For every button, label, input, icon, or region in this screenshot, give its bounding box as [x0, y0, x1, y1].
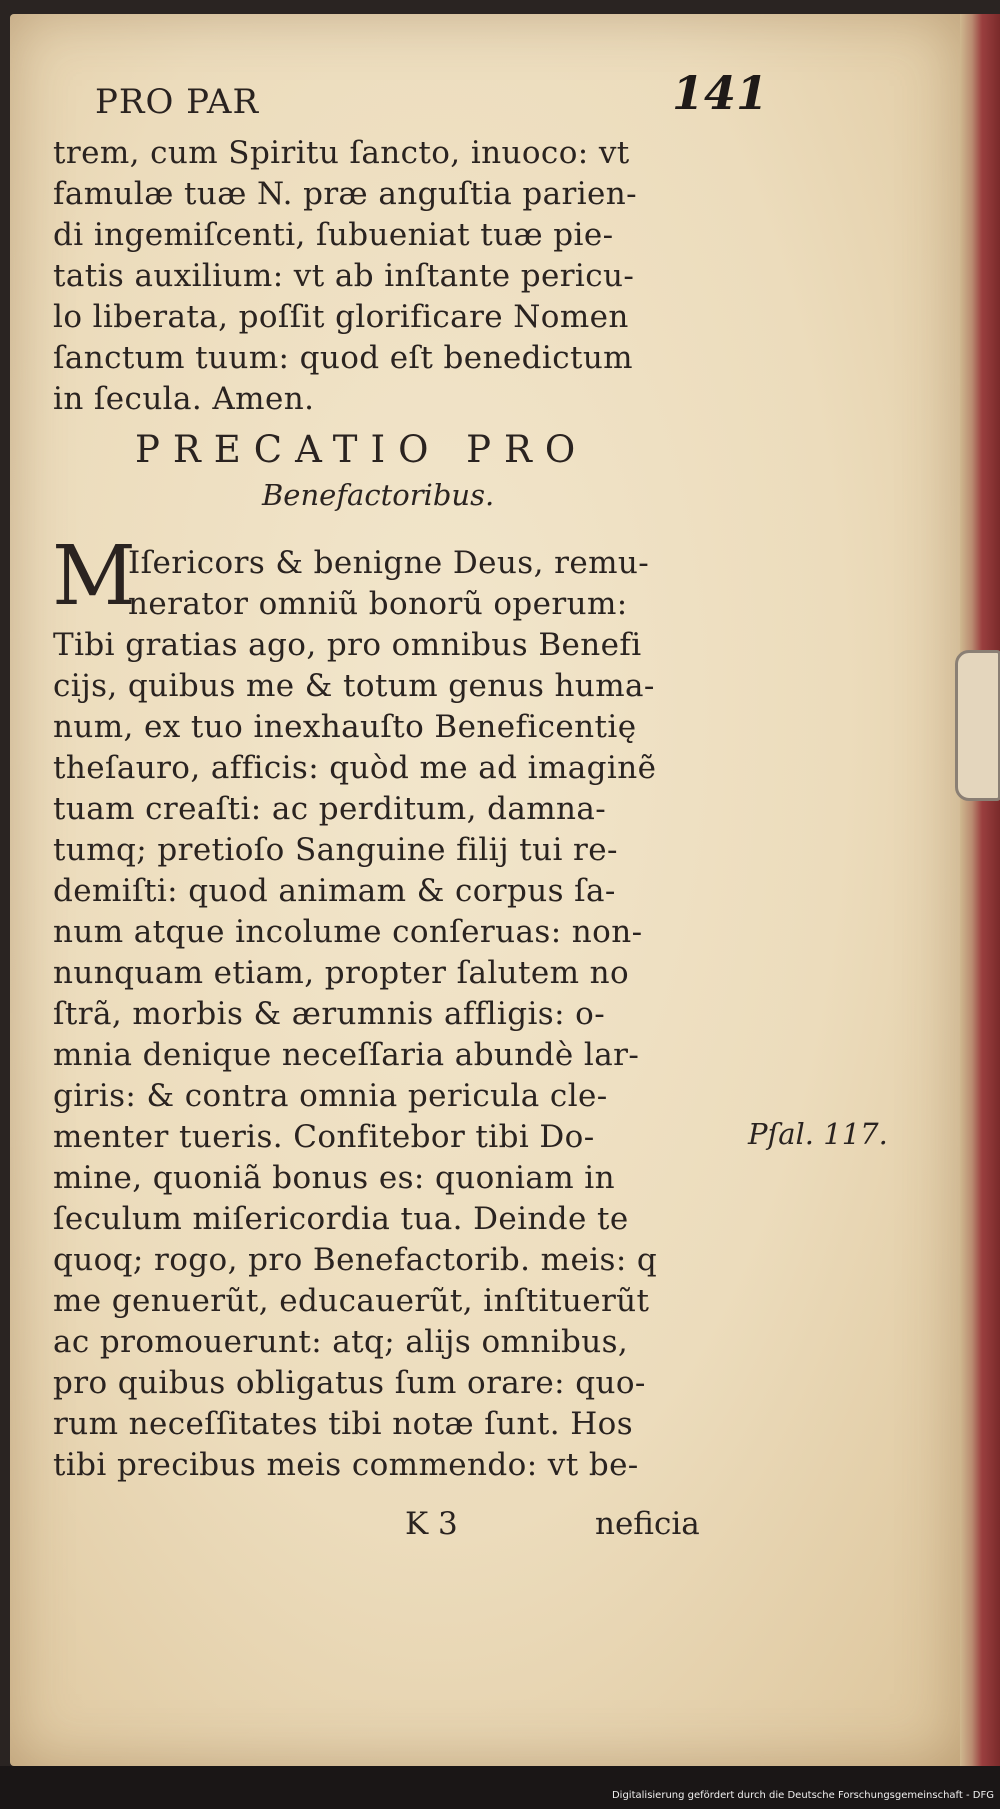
text-line: tuam creaſti: ac perditum, damna- [53, 791, 607, 827]
text-line: ſtrã, morbis & ærumnis affligis: o- [53, 996, 606, 1032]
drop-cap: M [52, 529, 136, 624]
page-number: 141 [672, 66, 769, 120]
text-line: ſeculum miſericordia tua. Deinde te [53, 1201, 629, 1237]
text-line: famulæ tuæ N. præ anguſtia parien- [53, 176, 638, 212]
text-line: ſanctum tuum: quod eſt benedictum [53, 340, 633, 376]
text-line: num, ex tuo inexhauſto Beneficentię [53, 709, 637, 745]
scan-bottom-strip [0, 1766, 1000, 1809]
text-line: cijs, quibus me & totum genus huma- [53, 668, 655, 704]
text-line: quoq; rogo, pro Benefactorib. meis: q [53, 1242, 658, 1278]
text-line: di ingemiſcenti, ſubueniat tuæ pie- [53, 217, 614, 253]
text-line: me genuerũt, educauerũt, inſtituerũt [53, 1283, 650, 1319]
text-line: Iſericors & benigne Deus, remu- [128, 545, 650, 581]
section-subheading: Benefactoribus. [262, 478, 495, 512]
text-line: ac promouerunt: atq; alijs omnibus, [53, 1324, 629, 1360]
text-line: rum neceſſitates tibi notæ ſunt. Hos [53, 1406, 634, 1442]
text-line: num atque incolume conſeruas: non- [53, 914, 643, 950]
running-title: PRO PAR [95, 82, 260, 122]
text-line: tibi precibus meis commendo: vt be- [53, 1447, 639, 1483]
margin-note: Pſal. 117. [748, 1117, 888, 1151]
book-edge [960, 14, 1000, 1766]
text-line: pro quibus obligatus ſum orare: quo- [53, 1365, 646, 1401]
section-heading: PRECATIO PRO [135, 428, 589, 471]
text-line: trem, cum Spiritu ſancto, inuoco: vt [53, 135, 630, 171]
book-clasp [955, 650, 1000, 801]
text-line: menter tueris. Confitebor tibi Do- [53, 1119, 595, 1155]
text-line: theſauro, afficis: quòd me ad imaginẽ [53, 750, 657, 786]
text-line: mine, quoniã bonus es: quoniam in [53, 1160, 615, 1196]
text-line: lo liberata, poſſit glorificare Nomen [53, 299, 629, 335]
scan-credit: Digitalisierung gefördert durch die Deutsche Forschungsgemeinschaft - DFG [611, 1790, 994, 1801]
text-line: tumq; pretioſo Sanguine filij tui re- [53, 832, 618, 868]
text-line: nerator omniũ bonorũ operum: [128, 586, 628, 622]
text-line: in ſecula. Amen. [53, 381, 315, 417]
text-line: mnia denique neceſſaria abundè lar- [53, 1037, 640, 1073]
signature-mark: K 3 [405, 1506, 458, 1542]
text-line: nunquam etiam, propter ſalutem no [53, 955, 630, 991]
prose-main [53, 543, 733, 1486]
text-line: demiſti: quod animam & corpus ſa- [53, 873, 616, 909]
catchword: neficia [595, 1506, 700, 1542]
text-line: Tibi gratias ago, pro omnibus Benefi [53, 627, 642, 663]
text-line: giris: & contra omnia pericula cle- [53, 1078, 608, 1114]
text-line: tatis auxilium: vt ab inſtante pericu- [53, 258, 635, 294]
prose-top [53, 133, 733, 420]
